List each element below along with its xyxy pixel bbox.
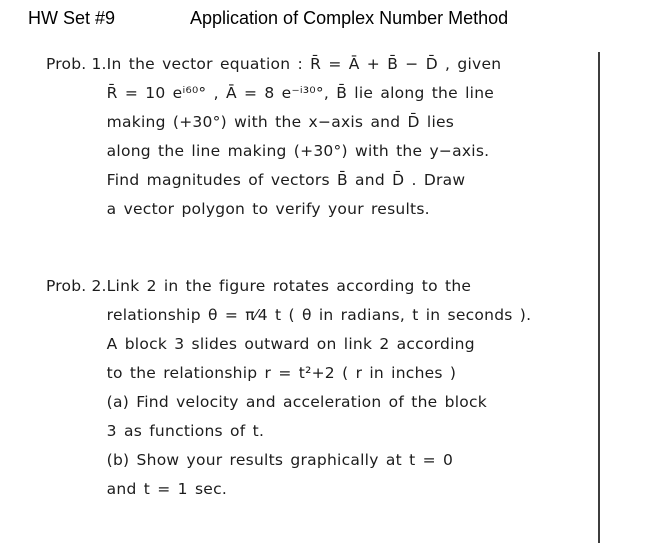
problem-1-line-1: In the vector equation : R̄ = Ā + B̄ − D̄ , given — [106, 55, 502, 73]
page-title: Application of Complex Number Method — [190, 8, 509, 28]
problem-1-line-5: Find magnitudes of vectors B̄ and D̄ . Draw — [106, 171, 466, 189]
header — [28, 8, 625, 29]
problem-2-line-2: relationship θ = π⁄4 t ( θ in radians, t in seconds ). — [106, 306, 532, 324]
problem-1-line-6: a vector polygon to verify your results. — [106, 200, 430, 218]
problem-2-line-3: A block 3 slides outward on link 2 according — [106, 335, 475, 353]
problem-2-line-5: (a) Find velocity and acceleration of the block — [106, 393, 487, 411]
problem-1-line-3: making (+30°) with the x−axis and D̄ lies — [106, 113, 455, 131]
problem-1 — [46, 50, 501, 224]
problem-2-label: Prob. 2. — [46, 277, 107, 295]
problem-2-line-7: (b) Show your results graphically at t = 0 — [106, 451, 454, 469]
problem-1-text — [107, 50, 502, 224]
problem-1-label: Prob. 1. — [46, 55, 107, 73]
problem-2-line-8: and t = 1 sec. — [106, 480, 228, 498]
problem-2 — [46, 272, 531, 504]
problem-2-line-4: to the relationship r = t²+2 ( r in inches ) — [106, 364, 457, 382]
problem-2-line-6: 3 as functions of t. — [106, 422, 265, 440]
problem-2-line-1: Link 2 in the figure rotates according to the — [106, 277, 472, 295]
problem-1-line-2: R̄ = 10 eⁱ⁶⁰° , Ā = 8 e⁻ⁱ³⁰°, B̄ lie along the line — [106, 84, 495, 102]
problem-2-text — [107, 272, 532, 504]
paper-edge-line — [598, 52, 600, 543]
hw-set-label: HW Set #9 — [28, 8, 116, 28]
problem-1-line-4: along the line making (+30°) with the y−axis. — [106, 142, 490, 160]
